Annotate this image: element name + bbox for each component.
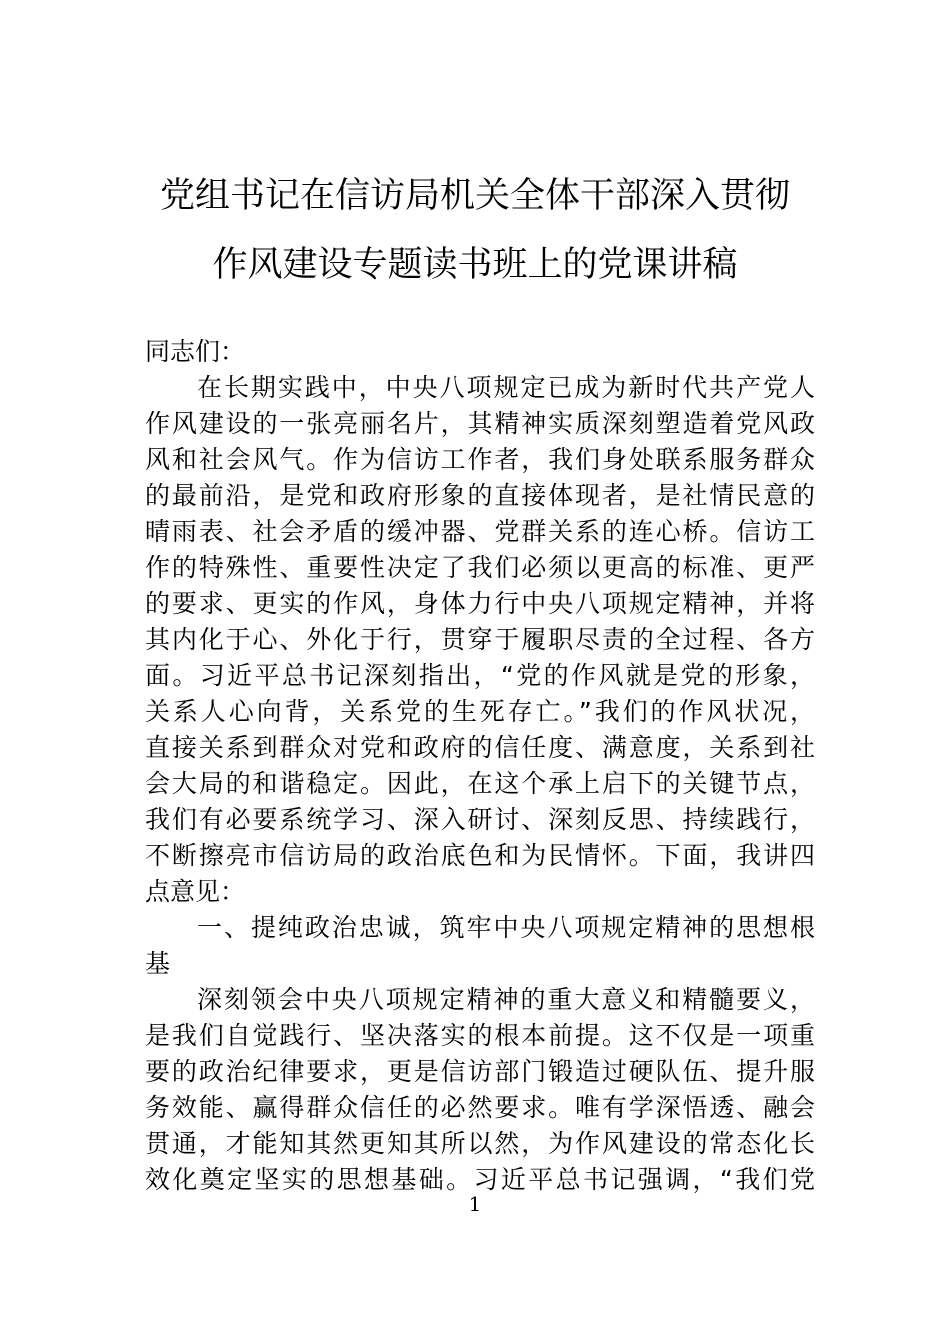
paragraph-1-line-14: 不断擦亮市信访局的政治底色和为民情怀。下面，我讲四 [145,841,815,870]
paragraph-2-line-6: 效化奠定坚实的思想基础。习近平总书记强调，“我们党 [145,1165,815,1194]
paragraph-1-line-6: 作的特殊性、重要性决定了我们必须以更高的标准、更严 [145,553,815,582]
section-heading-1-line-2: 基 [145,949,171,978]
paragraph-1-line-10: 关系人心向背，关系党的生死存亡。”我们的作风状况， [145,697,815,726]
paragraph-1-line-3: 风和社会风气。作为信访工作者，我们身处联系服务群众 [145,445,815,474]
paragraph-1-line-1: 在长期实践中，中央八项规定已成为新时代共产党人 [197,373,815,402]
paragraph-1-line-2: 作风建设的一张亮丽名片，其精神实质深刻塑造着党风政 [145,409,815,438]
document-title-line-2: 作风建设专题读书班上的党课讲稿 [212,245,738,285]
paragraph-1-line-7: 的要求、更实的作风，身体力行中央八项规定精神，并将 [145,589,815,618]
paragraph-2-line-4: 务效能、赢得群众信任的必然要求。唯有学深悟透、融会 [145,1093,815,1122]
document-body [145,334,815,1198]
paragraph-1-line-15: 点意见： [145,877,246,906]
paragraph-1-line-5: 晴雨表、社会矛盾的缓冲器、党群关系的连心桥。信访工 [145,517,815,546]
section-heading-1-line-1: 一、提纯政治忠诚，筑牢中央八项规定精神的思想根 [197,913,815,942]
paragraph-1-line-13: 我们有必要系统学习、深入研讨、深刻反思、持续践行， [145,805,815,834]
document-title-line-1: 党组书记在信访局机关全体干部深入贯彻 [159,176,790,216]
paragraph-1-line-8: 其内化于心、外化于行，贯穿于履职尽责的全过程、各方 [145,625,815,654]
paragraph-1-line-9: 面。习近平总书记深刻指出，“党的作风就是党的形象， [145,661,815,690]
paragraph-1-line-11: 直接关系到群众对党和政府的信任度、满意度，关系到社 [145,733,815,762]
paragraph-1-line-12: 会大局的和谐稳定。因此，在这个承上启下的关键节点， [145,769,815,798]
paragraph-2-line-5: 贯通，才能知其然更知其所以然，为作风建设的常态化长 [145,1129,815,1158]
salutation-line: 同志们： [145,337,246,366]
paragraph-2-line-2: 是我们自觉践行、坚决落实的根本前提。这不仅是一项重 [145,1021,815,1050]
paragraph-2-line-3: 要的政治纪律要求，更是信访部门锻造过硬队伍、提升服 [145,1057,815,1086]
paragraph-2-line-1: 深刻领会中央八项规定精神的重大意义和精髓要义， [197,985,815,1014]
paragraph-1-line-4: 的最前沿，是党和政府形象的直接体现者，是社情民意的 [145,481,815,510]
page-number: 1 [468,1192,482,1216]
